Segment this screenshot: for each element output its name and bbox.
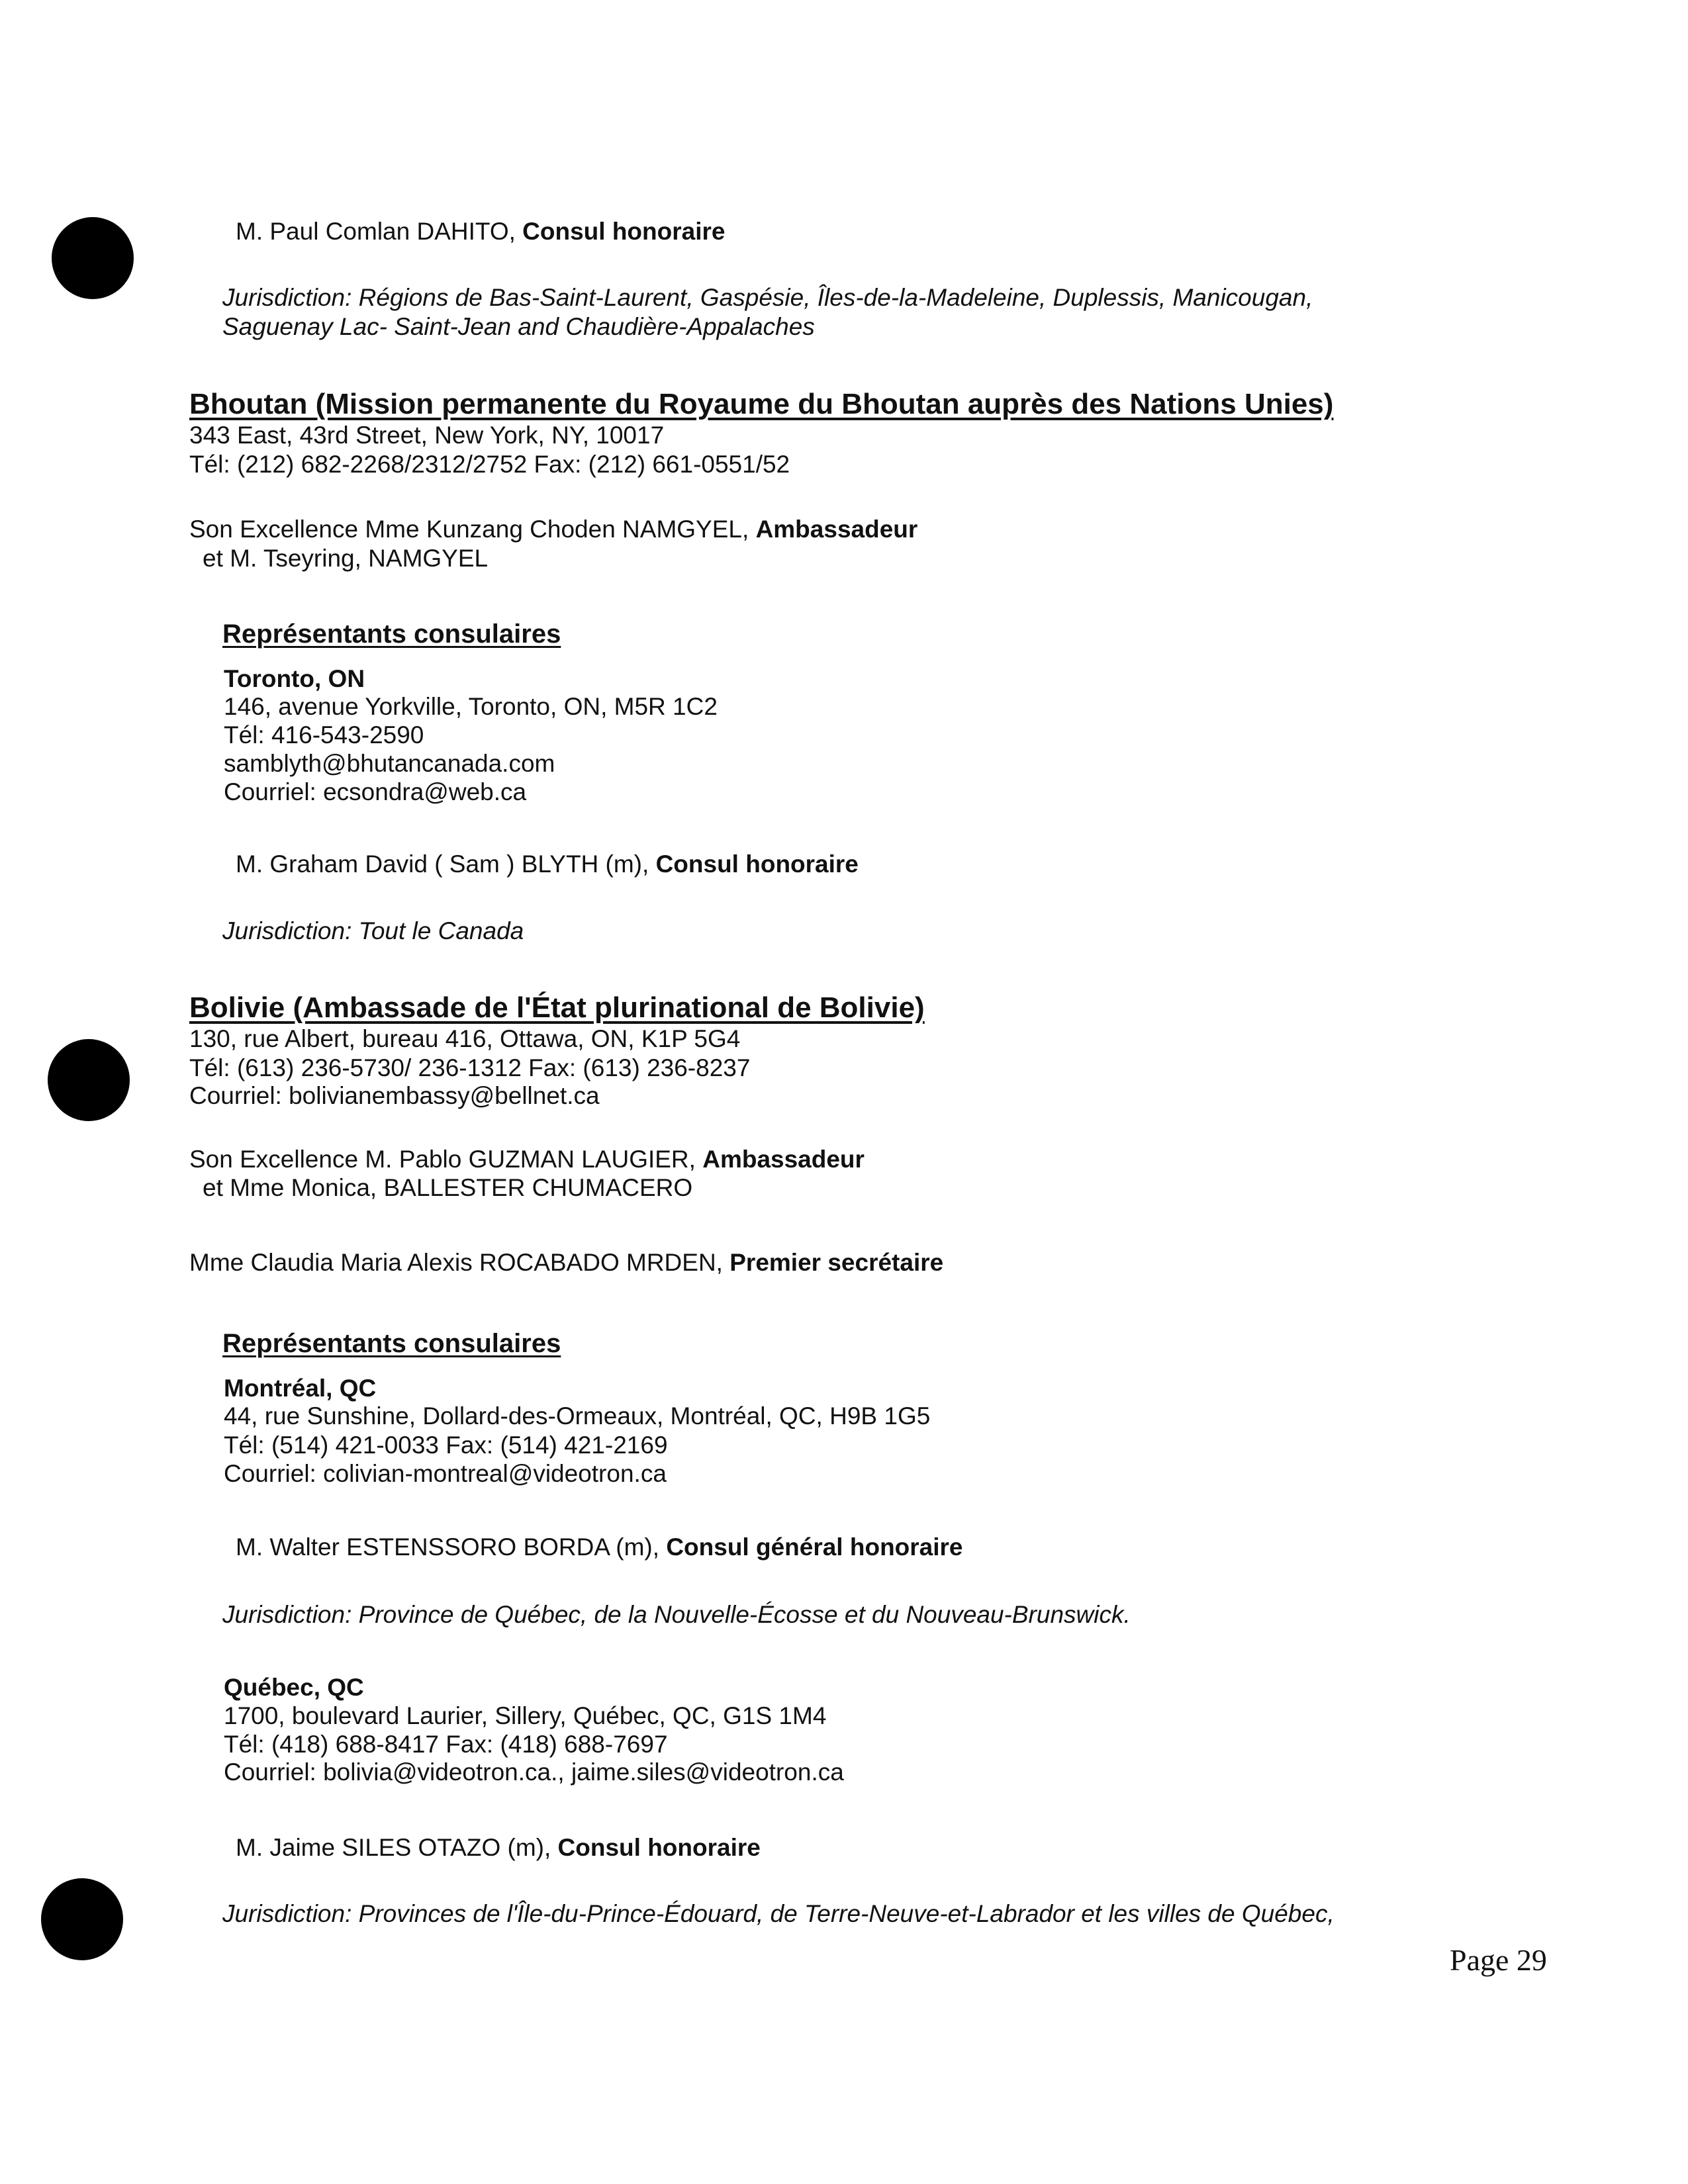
consulate-city: Toronto, ON xyxy=(224,665,365,692)
punch-hole-middle xyxy=(48,1039,130,1121)
consulate-email: Courriel: colivian-montreal@videotron.ca xyxy=(224,1460,667,1487)
consul-title: Consul honoraire xyxy=(655,850,859,878)
secretary-name: Mme Claudia Maria Alexis ROCABADO MRDEN, xyxy=(189,1249,730,1276)
embassy-phone: Tél: (613) 236-5730/ 236-1312 Fax: (613) 236-8237 xyxy=(189,1054,751,1081)
honorary-consul-line xyxy=(236,1533,963,1562)
ambassador-name: Son Excellence M. Pablo GUZMAN LAUGIER, xyxy=(189,1146,703,1173)
ambassador-line xyxy=(189,1145,865,1174)
mission-phone: Tél: (212) 682-2268/2312/2752 Fax: (212) 661-0551/52 xyxy=(189,451,790,478)
consulate-email: samblyth@bhutancanada.com xyxy=(224,750,555,777)
consulate-phone: Tél: (514) 421-0033 Fax: (514) 421-2169 xyxy=(224,1432,668,1459)
consul-title: Consul honoraire xyxy=(557,1834,761,1861)
ambassador-title: Ambassadeur xyxy=(755,516,918,543)
consulate-email: Courriel: ecsondra@web.ca xyxy=(224,778,527,805)
consulate-city: Montréal, QC xyxy=(224,1375,377,1402)
mission-address: 343 East, 43rd Street, New York, NY, 10017 xyxy=(189,422,665,449)
consulate-phone: Tél: (418) 688-8417 Fax: (418) 688-7697 xyxy=(224,1731,668,1758)
consulate-phone: Tél: 416-543-2590 xyxy=(224,721,424,749)
consulate-address: 146, avenue Yorkville, Toronto, ON, M5R 1C2 xyxy=(224,693,718,720)
jurisdiction-line: Saguenay Lac- Saint-Jean and Chaudière-Appalaches xyxy=(222,313,815,340)
consulate-address: 44, rue Sunshine, Dollard-des-Ormeaux, Montréal, QC, H9B 1G5 xyxy=(224,1402,931,1430)
country-heading-bhoutan: Bhoutan (Mission permanente du Royaume du Bhoutan auprès des Nations Unies) xyxy=(189,388,1334,420)
honorary-consul-line xyxy=(236,217,725,246)
ambassador-name: Son Excellence Mme Kunzang Choden NAMGYEL, xyxy=(189,516,756,543)
consul-title: Consul honoraire xyxy=(522,218,726,245)
page-number: Page 29 xyxy=(1450,1943,1547,1977)
jurisdiction-line: Jurisdiction: Régions de Bas-Saint-Laurent, Gaspésie, Îles-de-la-Madeleine, Duplessis, Manicougan, xyxy=(222,284,1313,311)
consulate-city: Québec, QC xyxy=(224,1674,364,1701)
ambassador-spouse: et Mme Monica, BALLESTER CHUMACERO xyxy=(203,1174,693,1201)
consul-name: M. Jaime SILES OTAZO (m), xyxy=(236,1834,558,1861)
jurisdiction-line: Jurisdiction: Tout le Canada xyxy=(222,917,524,944)
consular-heading: Représentants consulaires xyxy=(222,619,561,649)
jurisdiction-line: Jurisdiction: Province de Québec, de la Nouvelle-Écosse et du Nouveau-Brunswick. xyxy=(222,1601,1131,1628)
honorary-consul-line xyxy=(236,850,859,879)
secretary-title: Premier secrétaire xyxy=(729,1249,944,1276)
country-heading-bolivie: Bolivie (Ambassade de l'État plurinational de Bolivie) xyxy=(189,991,925,1024)
embassy-email: Courriel: bolivianembassy@bellnet.ca xyxy=(189,1082,600,1109)
embassy-address: 130, rue Albert, bureau 416, Ottawa, ON, K1P 5G4 xyxy=(189,1025,741,1052)
consular-heading: Représentants consulaires xyxy=(222,1329,561,1358)
consul-title: Consul général honoraire xyxy=(666,1533,963,1561)
ambassador-line xyxy=(189,515,917,544)
secretary-line xyxy=(189,1248,943,1277)
punch-hole-bottom xyxy=(41,1878,123,1960)
consul-name: M. Paul Comlan DAHITO, xyxy=(236,218,523,245)
jurisdiction-line: Jurisdiction: Provinces de l'Île-du-Prince-Édouard, de Terre-Neuve-et-Labrador et les villes de Québec, xyxy=(222,1900,1335,1927)
ambassador-title: Ambassadeur xyxy=(702,1146,865,1173)
ambassador-spouse: et M. Tseyring, NAMGYEL xyxy=(203,545,489,572)
consulate-email: Courriel: bolivia@videotron.ca., jaime.siles@videotron.ca xyxy=(224,1758,844,1786)
consul-name: M. Graham David ( Sam ) BLYTH (m), xyxy=(236,850,656,878)
honorary-consul-line xyxy=(236,1833,761,1862)
punch-hole-top xyxy=(52,217,134,299)
consul-name: M. Walter ESTENSSORO BORDA (m), xyxy=(236,1533,667,1561)
consulate-address: 1700, boulevard Laurier, Sillery, Québec, QC, G1S 1M4 xyxy=(224,1702,827,1729)
